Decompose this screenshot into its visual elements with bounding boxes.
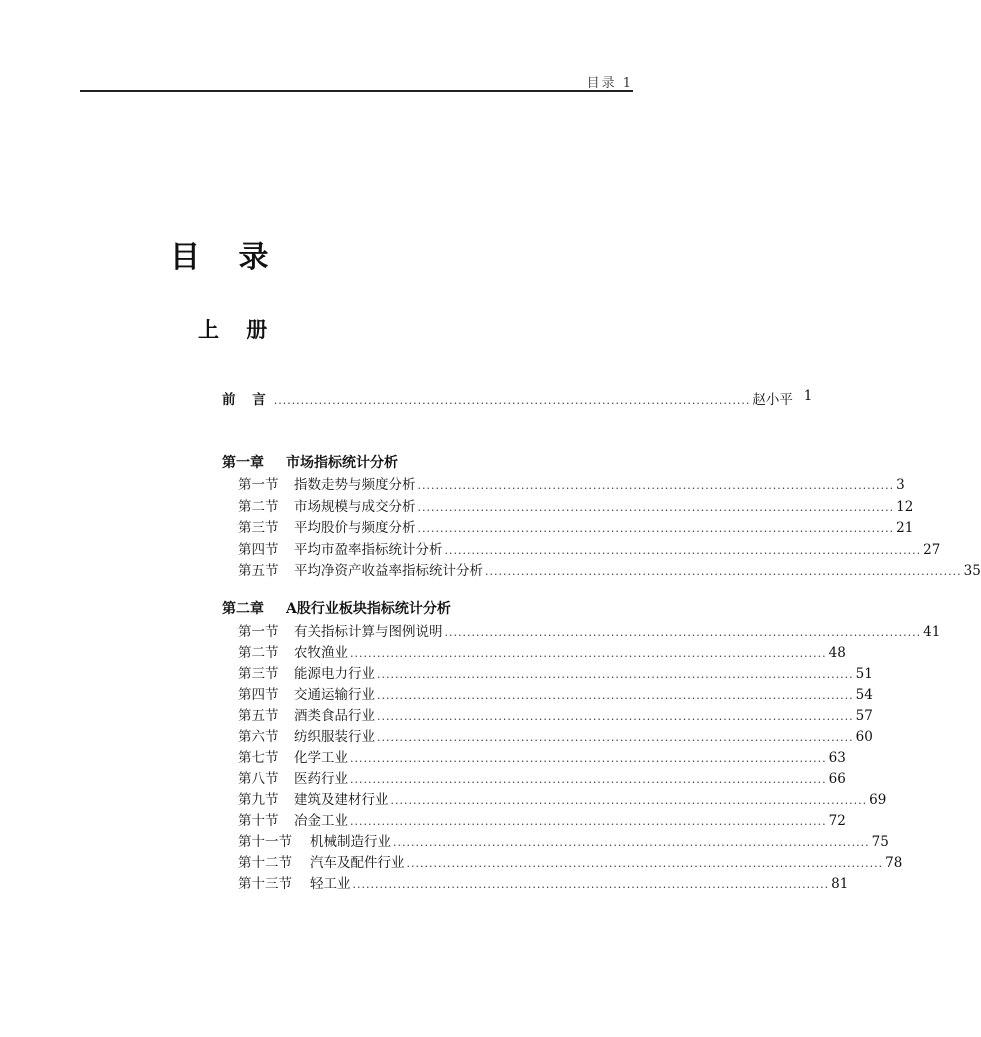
toc-entry[interactable] [238, 516, 914, 536]
toc-entry[interactable] [238, 641, 846, 661]
page-number: 72 [828, 813, 846, 829]
section-title: 酒类食品行业 [294, 708, 375, 724]
section-title: 交通运输行业 [294, 687, 375, 703]
page-number: 78 [885, 855, 903, 871]
page-number: 69 [869, 792, 887, 808]
section-number: 第五节 [238, 563, 279, 579]
section-number: 第十三节 [238, 876, 292, 892]
section-number: 第八节 [238, 771, 279, 787]
section-number: 第九节 [238, 792, 279, 808]
toc-entry[interactable] [238, 809, 846, 829]
toc-entry[interactable] [238, 767, 846, 787]
volume-heading: 上 册 [198, 317, 278, 342]
chapter-heading[interactable] [222, 452, 398, 472]
section-title: 指数走势与频度分析 [294, 477, 416, 493]
page-number: 81 [831, 876, 849, 892]
section-title: 机械制造行业 [310, 834, 391, 850]
page-number: 66 [828, 771, 846, 787]
leader-dots: .......................................................................................................... [350, 773, 827, 786]
toc-entry[interactable] [238, 704, 873, 724]
leader-dots: .......................................................................................................... [377, 710, 854, 723]
section-title: 平均净资产收益率指标统计分析 [294, 563, 483, 579]
section-number: 第一节 [238, 477, 279, 493]
leader-dots: .......................................................................................................... [352, 878, 830, 891]
toc-entry[interactable] [238, 872, 849, 892]
leader-dots: .......................................................................................................... [377, 689, 854, 702]
section-title: 冶金工业 [294, 813, 348, 829]
section-number: 第四节 [238, 687, 279, 703]
section-title: 农牧渔业 [294, 645, 348, 661]
section-title: 能源电力行业 [294, 666, 375, 682]
section-title: 市场规模与成交分析 [294, 499, 416, 515]
page-number: 21 [896, 520, 914, 536]
section-number: 第二节 [238, 499, 279, 515]
chapter-title: A股行业板块指标统计分析 [286, 601, 451, 617]
section-title: 化学工业 [294, 750, 348, 766]
toc-entry[interactable] [238, 538, 941, 558]
section-title: 平均股价与频度分析 [294, 520, 416, 536]
toc-entry[interactable] [238, 620, 941, 640]
toc-entry[interactable] [238, 746, 846, 766]
page-number: 12 [896, 499, 914, 515]
leader-dots: .......................................................................................................... [273, 394, 751, 407]
section-number: 第六节 [238, 729, 279, 745]
leader-dots: .......................................................................................................... [350, 647, 827, 660]
running-head: 目录 1 [586, 76, 633, 91]
toc-entry[interactable] [238, 495, 914, 515]
toc-entry[interactable] [238, 830, 889, 850]
section-number: 第三节 [238, 666, 279, 682]
leader-dots: .......................................................................................................... [350, 815, 827, 828]
leader-dots: .......................................................................................................... [417, 522, 895, 535]
section-title: 汽车及配件行业 [310, 855, 405, 871]
page-number: 41 [923, 624, 941, 640]
preface-page: 1 [803, 388, 813, 404]
leader-dots: .......................................................................................................... [444, 544, 922, 557]
page-number: 35 [963, 563, 981, 579]
leader-dots: .......................................................................................................... [444, 626, 922, 639]
section-title: 纺织服装行业 [294, 729, 375, 745]
section-number: 第十二节 [238, 855, 292, 871]
page-number: 3 [896, 477, 905, 493]
section-title: 建筑及建材行业 [294, 792, 389, 808]
page-number: 54 [855, 687, 873, 703]
section-title: 医药行业 [294, 771, 348, 787]
section-number: 第一节 [238, 624, 279, 640]
leader-dots: .......................................................................................................... [393, 836, 870, 849]
leader-dots: .......................................................................................................... [390, 794, 868, 807]
toc-entry[interactable] [238, 662, 873, 682]
section-number: 第四节 [238, 542, 279, 558]
toc-preface[interactable] [222, 388, 813, 408]
preface-author: 赵小平 [752, 392, 793, 408]
leader-dots: .......................................................................................................... [485, 565, 962, 578]
section-number: 第五节 [238, 708, 279, 724]
chapter-title: 市场指标统计分析 [286, 455, 398, 471]
page-number: 75 [871, 834, 889, 850]
section-number: 第二节 [238, 645, 279, 661]
toc-entry[interactable] [238, 851, 903, 871]
page-title: 目 录 [170, 240, 283, 275]
toc-entry[interactable] [238, 683, 873, 703]
section-number: 第十节 [238, 813, 279, 829]
page-number: 57 [855, 708, 873, 724]
chapter-number: 第一章 [222, 455, 264, 471]
page-number: 63 [828, 750, 846, 766]
leader-dots: .......................................................................................................... [417, 479, 895, 492]
leader-dots: .......................................................................................................... [406, 857, 884, 870]
section-title: 平均市盈率指标统计分析 [294, 542, 443, 558]
toc-entry[interactable] [238, 725, 873, 745]
leader-dots: .......................................................................................................... [417, 501, 895, 514]
section-number: 第十一节 [238, 834, 292, 850]
toc-entry[interactable] [238, 559, 981, 579]
page-number: 51 [855, 666, 873, 682]
page-number: 60 [855, 729, 873, 745]
section-title: 有关指标计算与图例说明 [294, 624, 443, 640]
leader-dots: .......................................................................................................... [377, 731, 854, 744]
preface-label: 前 言 [222, 392, 272, 408]
chapter-heading[interactable] [222, 598, 451, 618]
leader-dots: .......................................................................................................... [377, 668, 854, 681]
toc-entry[interactable] [238, 473, 905, 493]
leader-dots: .......................................................................................................... [350, 752, 827, 765]
toc-entry[interactable] [238, 788, 887, 808]
chapter-number: 第二章 [222, 601, 264, 617]
page-number: 27 [923, 542, 941, 558]
section-title: 轻工业 [310, 876, 351, 892]
header-rule [80, 90, 633, 92]
section-number: 第七节 [238, 750, 279, 766]
page-number: 48 [828, 645, 846, 661]
section-number: 第三节 [238, 520, 279, 536]
